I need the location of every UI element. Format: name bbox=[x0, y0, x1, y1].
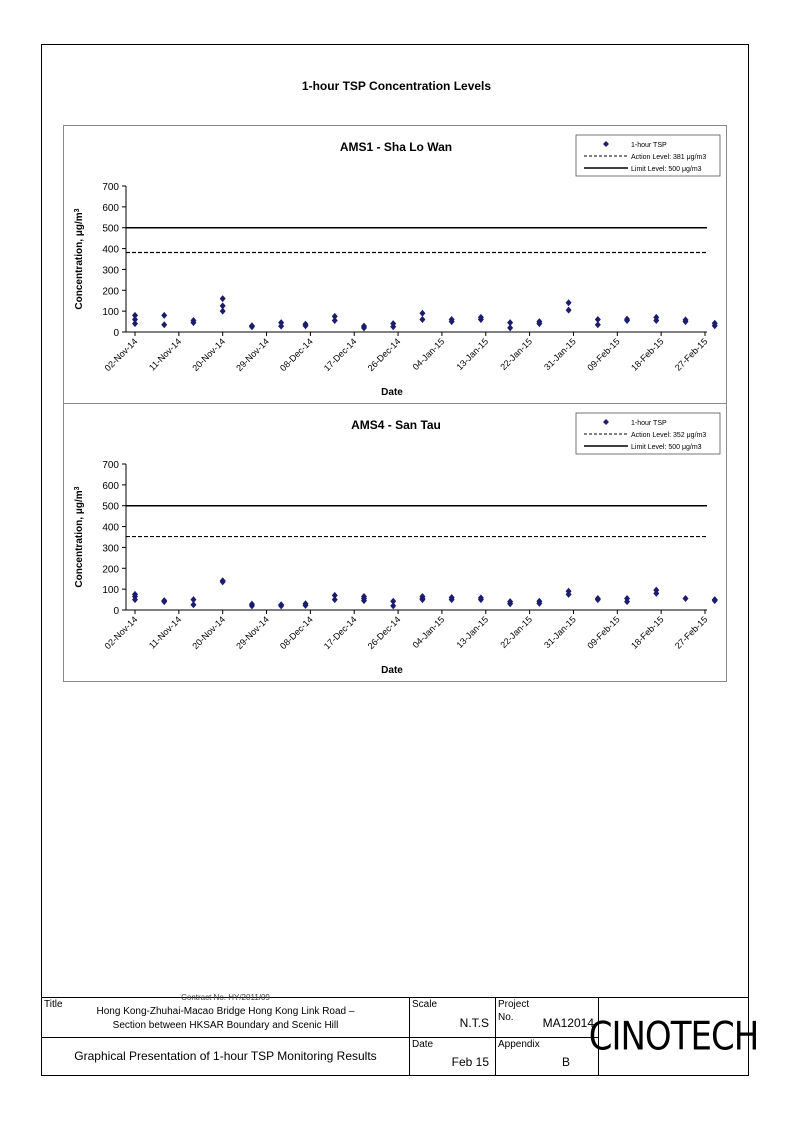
data-point bbox=[595, 321, 601, 328]
x-tick-label: 20-Nov-14 bbox=[190, 336, 228, 374]
data-point bbox=[507, 324, 513, 331]
data-point bbox=[566, 307, 572, 314]
x-tick-label: 09-Feb-15 bbox=[585, 336, 622, 373]
y-tick-label: 600 bbox=[102, 202, 119, 214]
project-number: MA12014 bbox=[542, 1016, 594, 1030]
date-cell bbox=[409, 1037, 496, 1076]
y-tick-label: 500 bbox=[102, 501, 119, 513]
data-point bbox=[161, 321, 167, 328]
y-axis-label: Concentration, $\mu g/m^3$ bbox=[73, 486, 85, 588]
title-line-1: Hong Kong-Zhuhai-Macao Bridge Hong Kong Link Road – bbox=[96, 1006, 355, 1017]
page-title: 1-hour TSP Concentration Levels bbox=[301, 79, 492, 93]
data-point bbox=[712, 597, 718, 604]
x-tick-label: 11-Nov-14 bbox=[146, 614, 184, 651]
x-tick-label: 02-Nov-14 bbox=[102, 336, 140, 374]
x-tick-label: 04-Jan-15 bbox=[410, 336, 447, 373]
y-tick-label: 0 bbox=[113, 606, 119, 617]
scale-label: Scale bbox=[412, 999, 438, 1010]
data-point bbox=[190, 601, 196, 608]
x-tick-label: 22-Jan-15 bbox=[498, 336, 535, 373]
x-tick-label: 02-Nov-14 bbox=[102, 614, 140, 652]
y-tick-label: 0 bbox=[113, 328, 119, 339]
data-point bbox=[249, 323, 255, 330]
title-label: Title bbox=[44, 999, 63, 1010]
scale-cell bbox=[409, 997, 496, 1038]
chart-ams4-svg bbox=[64, 404, 728, 683]
subject-cell bbox=[41, 1037, 410, 1076]
y-tick-label: 700 bbox=[102, 460, 119, 471]
title-cell bbox=[41, 993, 410, 1038]
y-tick-label: 200 bbox=[102, 564, 119, 576]
appendix-label: Appendix bbox=[498, 1039, 540, 1050]
data-point bbox=[390, 602, 396, 609]
chart-title: AMS1 - Sha Lo Wan bbox=[339, 140, 453, 154]
x-tick-label: 27-Feb-15 bbox=[672, 614, 710, 651]
x-tick-label: 08-Dec-14 bbox=[278, 336, 315, 374]
x-tick-label: 08-Dec-14 bbox=[278, 614, 315, 652]
legend-label: 1-hour TSP bbox=[631, 420, 667, 427]
y-axis-label: Concentration, $\mu g/m^3$ bbox=[73, 208, 85, 310]
x-tick-label: 31-Jan-15 bbox=[542, 336, 578, 373]
y-tick-label: 200 bbox=[102, 286, 119, 298]
title-block bbox=[41, 993, 759, 1076]
y-tick-label: 600 bbox=[102, 480, 119, 492]
y-tick-label: 100 bbox=[102, 307, 119, 319]
subject-text: Graphical Presentation of 1-hour TSP Monitoring Results bbox=[74, 1049, 377, 1063]
data-point bbox=[566, 299, 572, 306]
x-tick-label: 31-Jan-15 bbox=[542, 614, 578, 651]
y-tick-label: 500 bbox=[102, 223, 119, 235]
project-cell bbox=[495, 997, 599, 1038]
x-tick-label: 13-Jan-15 bbox=[454, 336, 491, 373]
x-tick-label: 13-Jan-15 bbox=[454, 614, 491, 651]
logo-cell bbox=[588, 997, 759, 1076]
data-point bbox=[419, 310, 425, 317]
x-tick-label: 11-Nov-14 bbox=[146, 336, 184, 373]
x-axis-label: Date bbox=[381, 387, 403, 398]
chart-title: AMS4 - San Tau bbox=[351, 418, 441, 432]
x-tick-label: 04-Jan-15 bbox=[410, 614, 447, 651]
project-label: Project bbox=[498, 999, 530, 1010]
date-value: Feb 15 bbox=[451, 1055, 489, 1069]
x-tick-label: 17-Dec-14 bbox=[321, 336, 359, 374]
x-tick-label: 26-Dec-14 bbox=[365, 614, 403, 652]
cinotech-logo: CINOTECH bbox=[588, 1013, 759, 1060]
y-tick-label: 400 bbox=[102, 244, 119, 256]
data-point bbox=[220, 295, 226, 302]
y-tick-label: 300 bbox=[102, 265, 119, 277]
legend-label: 1-hour TSP bbox=[631, 142, 667, 149]
x-tick-label: 29-Nov-14 bbox=[234, 614, 271, 652]
legend-label: Limit Level: 500 μg/m3 bbox=[631, 166, 702, 173]
data-point bbox=[278, 323, 284, 330]
chart-ams1-svg bbox=[64, 126, 728, 405]
data-point bbox=[132, 320, 138, 327]
y-tick-label: 700 bbox=[102, 182, 119, 193]
appendix-value: B bbox=[562, 1055, 571, 1069]
x-tick-label: 17-Dec-14 bbox=[321, 614, 359, 652]
x-tick-label: 27-Feb-15 bbox=[672, 336, 710, 373]
data-point bbox=[595, 596, 601, 603]
legend-label: Limit Level: 500 μg/m3 bbox=[631, 444, 702, 451]
data-point bbox=[332, 317, 338, 324]
x-tick-label: 20-Nov-14 bbox=[190, 614, 228, 652]
legend-label: Action Level: 381 μg/m3 bbox=[631, 154, 707, 161]
data-point bbox=[161, 312, 167, 319]
x-tick-label: 26-Dec-14 bbox=[365, 336, 403, 374]
chart-ams1 bbox=[63, 125, 727, 404]
y-tick-label: 100 bbox=[102, 585, 119, 597]
data-point bbox=[220, 308, 226, 315]
data-point bbox=[419, 316, 425, 323]
title-line-2: Section between HKSAR Boundary and Scenic Hill bbox=[112, 1020, 339, 1031]
data-point bbox=[161, 598, 167, 605]
y-tick-label: 300 bbox=[102, 543, 119, 555]
x-tick-label: 29-Nov-14 bbox=[234, 336, 271, 374]
x-axis-label: Date bbox=[381, 665, 403, 676]
data-point bbox=[332, 596, 338, 603]
x-tick-label: 09-Feb-15 bbox=[585, 614, 622, 651]
x-tick-label: 18-Feb-15 bbox=[629, 614, 666, 651]
x-tick-label: 22-Jan-15 bbox=[498, 614, 535, 651]
legend-label: Action Level: 352 μg/m3 bbox=[631, 432, 707, 439]
contract-number: Contract No. HY/2011/09 bbox=[181, 993, 270, 1002]
appendix-cell bbox=[495, 1037, 599, 1076]
scale-value: N.T.S bbox=[459, 1016, 489, 1030]
y-tick-label: 400 bbox=[102, 522, 119, 534]
data-point bbox=[278, 602, 284, 609]
project-no-label: No. bbox=[498, 1012, 514, 1023]
chart-ams4 bbox=[63, 403, 727, 682]
data-point bbox=[683, 595, 689, 602]
x-tick-label: 18-Feb-15 bbox=[629, 336, 666, 373]
date-label: Date bbox=[412, 1039, 434, 1050]
data-point bbox=[220, 578, 226, 585]
